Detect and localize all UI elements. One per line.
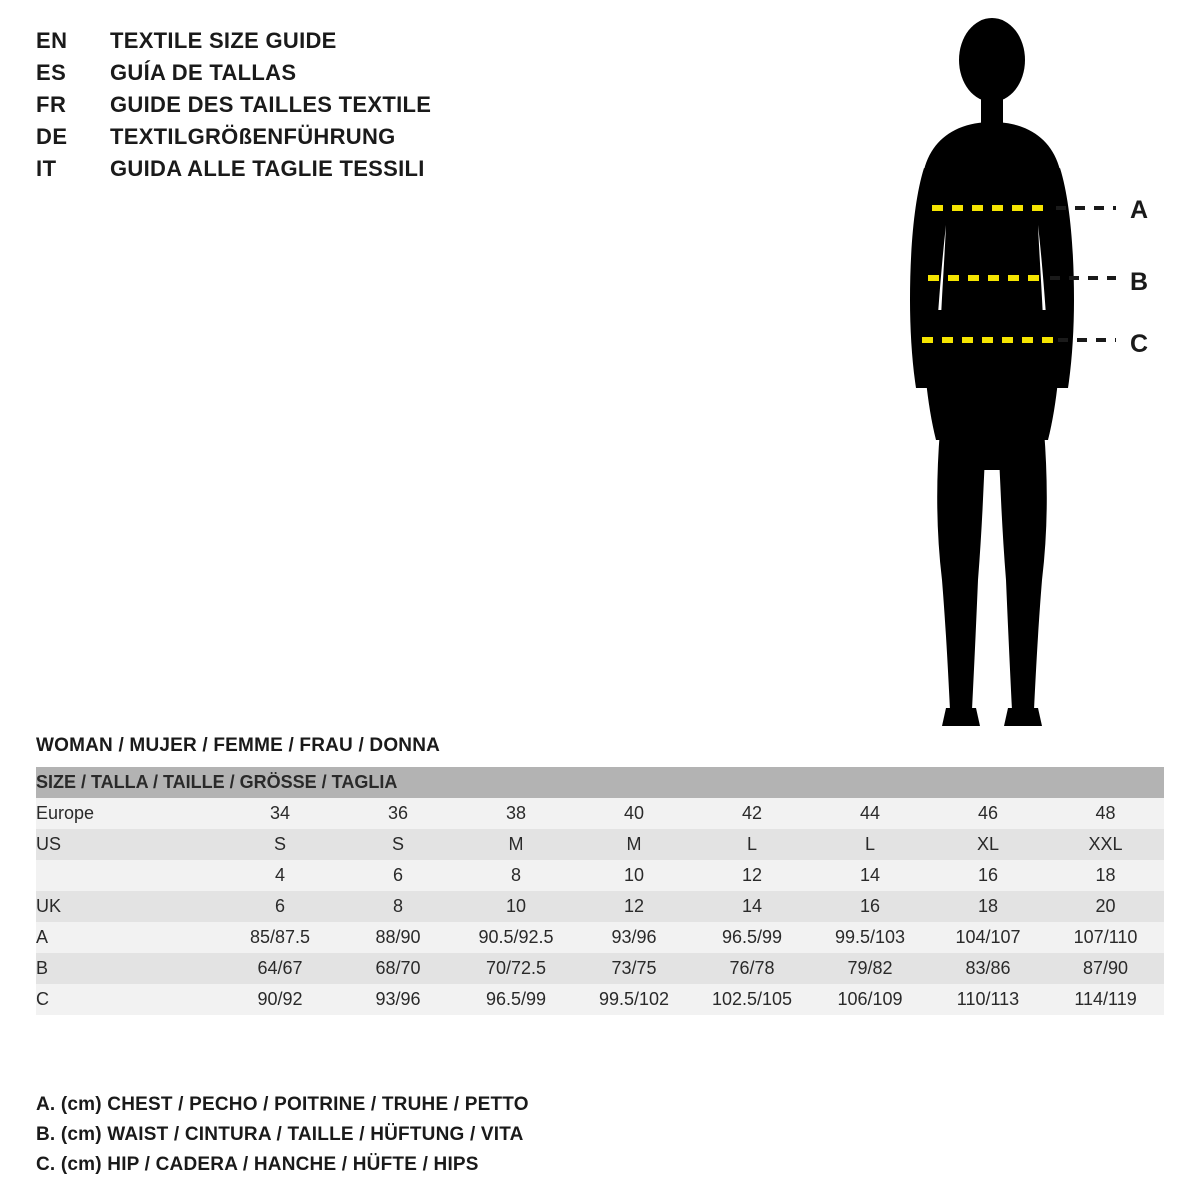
table-cell: 93/96	[339, 984, 457, 1015]
table-row	[36, 798, 1164, 829]
language-title: GUÍA DE TALLAS	[110, 60, 297, 85]
table-cell: 8	[457, 860, 575, 891]
language-code: EN	[36, 28, 68, 53]
language-row	[36, 92, 596, 124]
table-cell: 96.5/99	[457, 984, 575, 1015]
table-row	[36, 984, 1164, 1015]
row-label	[36, 860, 221, 891]
measurement-legend	[36, 1090, 936, 1180]
table-cell: 79/82	[811, 953, 929, 984]
table-cell: 10	[575, 860, 693, 891]
table-cell: 42	[693, 798, 811, 829]
table-cell: 76/78	[693, 953, 811, 984]
table-cell: 70/72.5	[457, 953, 575, 984]
table-cell: 36	[339, 798, 457, 829]
language-title-block	[36, 28, 596, 188]
female-silhouette-icon	[840, 10, 1180, 750]
table-cell: 20	[1047, 891, 1164, 922]
language-title: TEXTILE SIZE GUIDE	[110, 28, 337, 53]
table-row	[36, 891, 1164, 922]
language-title: GUIDA ALLE TAGLIE TESSILI	[110, 156, 425, 181]
callout-label-b: B	[1130, 268, 1149, 296]
table-row	[36, 829, 1164, 860]
table-cell: XL	[929, 829, 1047, 860]
table-cell: 99.5/103	[811, 922, 929, 953]
table-cell: 114/119	[1047, 984, 1164, 1015]
language-title: GUIDE DES TAILLES TEXTILE	[110, 92, 432, 117]
table-cell: 46	[929, 798, 1047, 829]
table-cell: 6	[339, 860, 457, 891]
table-cell: 68/70	[339, 953, 457, 984]
size-table	[36, 767, 1164, 1015]
table-cell: 48	[1047, 798, 1164, 829]
table-cell: 10	[457, 891, 575, 922]
body-measurement-figure	[840, 10, 1180, 750]
table-cell: 14	[693, 891, 811, 922]
table-cell: 44	[811, 798, 929, 829]
table-cell: 85/87.5	[221, 922, 339, 953]
table-cell: 87/90	[1047, 953, 1164, 984]
table-cell: 64/67	[221, 953, 339, 984]
language-code: DE	[36, 124, 68, 149]
language-code: ES	[36, 60, 67, 85]
table-cell: 18	[1047, 860, 1164, 891]
table-cell: 88/90	[339, 922, 457, 953]
table-cell: 96.5/99	[693, 922, 811, 953]
table-cell: 83/86	[929, 953, 1047, 984]
table-cell: 8	[339, 891, 457, 922]
table-cell: 104/107	[929, 922, 1047, 953]
language-row	[36, 124, 596, 156]
table-cell: 110/113	[929, 984, 1047, 1015]
table-cell: 40	[575, 798, 693, 829]
table-cell: 34	[221, 798, 339, 829]
table-cell: 106/109	[811, 984, 929, 1015]
row-label: Europe	[36, 798, 221, 829]
table-cell: L	[811, 829, 929, 860]
row-label: A	[36, 922, 221, 953]
language-title: TEXTILGRÖßENFÜHRUNG	[110, 124, 396, 149]
language-code: IT	[36, 156, 57, 181]
table-row	[36, 860, 1164, 891]
language-row	[36, 60, 596, 92]
table-cell: 16	[811, 891, 929, 922]
legend-item-a: A. (cm) CHEST / PECHO / POITRINE / TRUHE / PETTO	[36, 1094, 529, 1115]
table-row	[36, 953, 1164, 984]
legend-item-c: C. (cm) HIP / CADERA / HANCHE / HÜFTE / HIPS	[36, 1154, 479, 1175]
table-cell: 90.5/92.5	[457, 922, 575, 953]
table-cell: 12	[575, 891, 693, 922]
row-label: US	[36, 829, 221, 860]
table-cell: M	[457, 829, 575, 860]
table-cell: 6	[221, 891, 339, 922]
table-caption: WOMAN / MUJER / FEMME / FRAU / DONNA	[36, 735, 441, 756]
table-header-label: SIZE / TALLA / TAILLE / GRÖSSE / TAGLIA	[36, 767, 1164, 798]
language-row	[36, 28, 596, 60]
table-cell: 38	[457, 798, 575, 829]
table-cell: S	[221, 829, 339, 860]
callout-label-a: A	[1130, 196, 1149, 224]
callout-label-c: C	[1130, 330, 1149, 358]
language-code: FR	[36, 92, 67, 117]
table-cell: 16	[929, 860, 1047, 891]
legend-item-b: B. (cm) WAIST / CINTURA / TAILLE / HÜFTUNG / VITA	[36, 1124, 524, 1145]
table-cell: 18	[929, 891, 1047, 922]
row-label: C	[36, 984, 221, 1015]
table-cell: S	[339, 829, 457, 860]
table-cell: XXL	[1047, 829, 1164, 860]
table-cell: 102.5/105	[693, 984, 811, 1015]
table-cell: 90/92	[221, 984, 339, 1015]
table-cell: 93/96	[575, 922, 693, 953]
table-cell: 4	[221, 860, 339, 891]
table-row	[36, 922, 1164, 953]
row-label: B	[36, 953, 221, 984]
table-header-row	[36, 767, 1164, 798]
table-cell: L	[693, 829, 811, 860]
table-cell: 73/75	[575, 953, 693, 984]
table-cell: M	[575, 829, 693, 860]
table-cell: 107/110	[1047, 922, 1164, 953]
table-cell: 99.5/102	[575, 984, 693, 1015]
table-cell: 12	[693, 860, 811, 891]
table-cell: 14	[811, 860, 929, 891]
size-table-section	[36, 735, 1164, 1015]
language-row	[36, 156, 596, 188]
row-label: UK	[36, 891, 221, 922]
